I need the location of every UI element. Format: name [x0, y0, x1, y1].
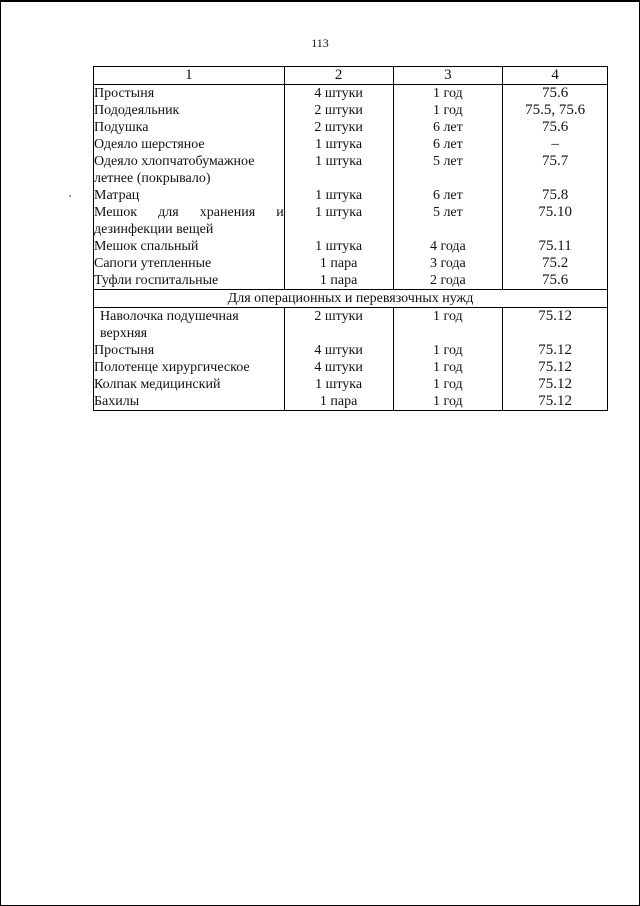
table-row [94, 359, 608, 376]
item-name: Простыня [94, 342, 285, 359]
item-quantity: 2 штуки [284, 308, 393, 343]
item-code: – [503, 136, 608, 153]
item-term: 6 лет [393, 119, 503, 136]
section-title: Для операционных и перевязочных нужд [94, 290, 608, 308]
table-row [94, 238, 608, 255]
item-quantity: 4 штуки [284, 342, 393, 359]
margin-mark [69, 195, 71, 197]
header-row [94, 67, 608, 85]
table-row [94, 153, 608, 187]
item-code: 75.12 [503, 359, 608, 376]
table-row [94, 136, 608, 153]
item-quantity: 1 штука [284, 187, 393, 204]
item-term: 6 лет [393, 187, 503, 204]
item-term: 1 год [393, 359, 503, 376]
table-row [94, 272, 608, 290]
item-term: 1 год [393, 342, 503, 359]
item-term: 1 год [393, 85, 503, 103]
table-row [94, 102, 608, 119]
table-row [94, 85, 608, 103]
page-number: 113 [311, 36, 329, 50]
item-term: 1 год [393, 393, 503, 411]
item-quantity: 1 штука [284, 376, 393, 393]
item-code: 75.8 [503, 187, 608, 204]
item-code: 75.12 [503, 376, 608, 393]
item-quantity: 1 штука [284, 136, 393, 153]
item-code: 75.12 [503, 342, 608, 359]
column-header-4: 4 [503, 67, 608, 85]
column-header-3: 3 [393, 67, 503, 85]
item-name: Матрац [94, 187, 285, 204]
table-row [94, 393, 608, 411]
item-quantity: 1 пара [284, 255, 393, 272]
item-quantity: 1 штука [284, 204, 393, 238]
item-name: Колпак медицинский [94, 376, 285, 393]
item-code: 75.6 [503, 85, 608, 103]
item-quantity: 1 штука [284, 153, 393, 187]
item-name: Мешок спальный [94, 238, 285, 255]
section-header-row [94, 290, 608, 308]
item-term: 1 год [393, 376, 503, 393]
table-row [94, 308, 608, 343]
item-quantity: 2 штуки [284, 102, 393, 119]
item-name: Туфли госпитальные [94, 272, 285, 290]
item-name: Одеяло шерстяное [94, 136, 285, 153]
table-row [94, 376, 608, 393]
item-name: Полотенце хирургическое [94, 359, 285, 376]
item-quantity: 1 пара [284, 272, 393, 290]
table-row [94, 187, 608, 204]
item-quantity: 1 штука [284, 238, 393, 255]
item-name: Сапоги утепленные [94, 255, 285, 272]
item-name: Простыня [94, 85, 285, 103]
item-name: Одеяло хлопчатобумажное летнее (покрывало) [94, 153, 285, 187]
supply-table [93, 66, 608, 411]
item-name: Бахилы [94, 393, 285, 411]
item-term: 3 года [393, 255, 503, 272]
table-row [94, 255, 608, 272]
item-term: 5 лет [393, 153, 503, 187]
item-term: 4 года [393, 238, 503, 255]
item-code: 75.11 [503, 238, 608, 255]
item-code: 75.12 [503, 308, 608, 343]
item-name: Подушка [94, 119, 285, 136]
item-quantity: 2 штуки [284, 119, 393, 136]
table-row [94, 342, 608, 359]
item-name: Пододеяльник [94, 102, 285, 119]
item-code: 75.2 [503, 255, 608, 272]
item-term: 6 лет [393, 136, 503, 153]
item-code: 75.10 [503, 204, 608, 238]
item-name: Наволочка подушечная верхняя [94, 308, 285, 343]
column-header-2: 2 [284, 67, 393, 85]
column-header-1: 1 [94, 67, 285, 85]
item-name: Мешок для хранения и дезинфекции вещей [94, 205, 284, 237]
item-code: 75.6 [503, 119, 608, 136]
item-term: 2 года [393, 272, 503, 290]
item-quantity: 4 штуки [284, 85, 393, 103]
item-term: 1 год [393, 308, 503, 343]
item-code: 75.5, 75.6 [503, 102, 608, 119]
table-row [94, 119, 608, 136]
table-row [94, 204, 608, 238]
item-code: 75.6 [503, 272, 608, 290]
item-quantity: 4 штуки [284, 359, 393, 376]
item-term: 5 лет [393, 204, 503, 238]
item-quantity: 1 пара [284, 393, 393, 411]
item-code: 75.7 [503, 153, 608, 187]
item-term: 1 год [393, 102, 503, 119]
item-code: 75.12 [503, 393, 608, 411]
